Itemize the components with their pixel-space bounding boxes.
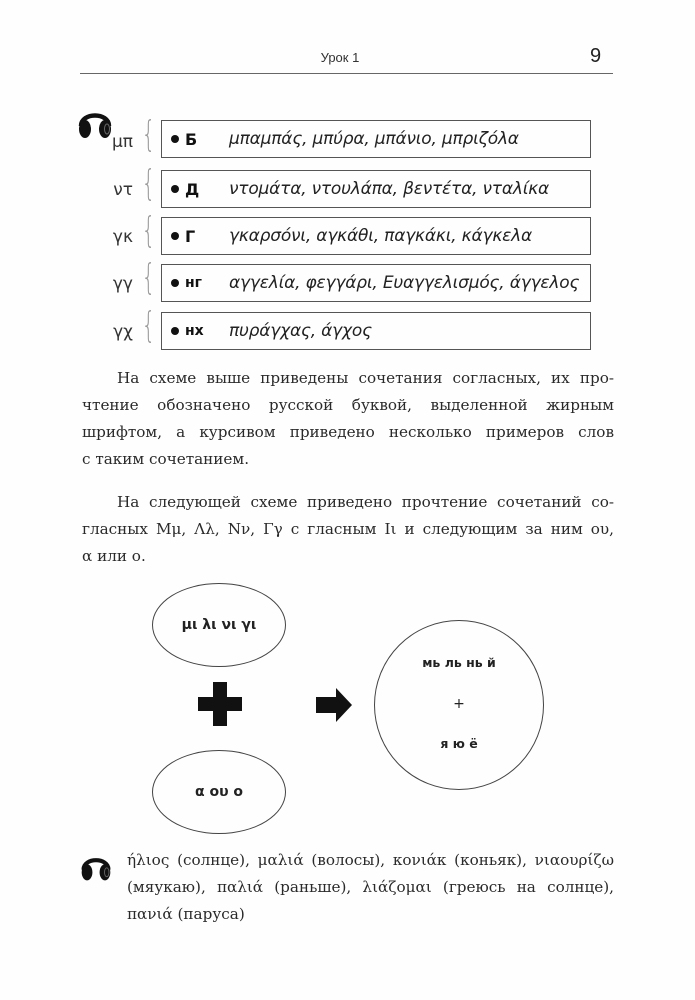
paragraph-line: πανιά (паруса) — [127, 905, 245, 923]
paragraph-line: шрифтом, а курсивом приведено несколько примеров слов — [82, 423, 614, 441]
paragraph-next-scheme — [82, 489, 614, 570]
digraph-label: γχ — [113, 322, 133, 342]
bullet-icon — [171, 232, 179, 240]
iotated-vowels-text: я ю ё — [440, 736, 478, 751]
plus-icon — [198, 682, 242, 731]
audio-examples-text — [127, 847, 614, 928]
brace-icon: { — [141, 210, 156, 251]
bullet-icon — [171, 135, 179, 143]
table-row — [161, 217, 591, 255]
table-row — [161, 120, 591, 158]
russian-letter: Б — [185, 129, 198, 149]
paragraph-line: гласных Μμ, Λλ, Νν, Γγ с гласным Ιι и следующим за ним ου, — [82, 520, 614, 538]
russian-letter: нг — [185, 275, 202, 291]
digraph-label: γκ — [112, 227, 133, 247]
arrow-right-icon — [316, 688, 352, 727]
circle-plus-text: + — [453, 696, 465, 712]
digraph-label: μπ — [111, 132, 133, 152]
chapter-title: Урок 1 — [320, 50, 360, 65]
paragraph-line: чтение обозначено русской буквой, выделенной жирным — [82, 396, 614, 414]
bullet-icon — [171, 327, 179, 335]
brace-icon: { — [141, 114, 156, 155]
table-row — [161, 312, 591, 350]
consonant-oval: μι λι νι γι — [152, 583, 286, 667]
paragraph-line: На следующей схеме приведено прочтение сочетаний со- — [117, 493, 614, 511]
table-row — [161, 170, 591, 208]
russian-letter: Д — [185, 179, 200, 199]
russian-letter: Г — [185, 226, 196, 246]
vowel-oval: α ου ο — [152, 750, 286, 834]
bullet-icon — [171, 185, 179, 193]
russian-letter: нх — [185, 323, 204, 339]
digraph-label: ντ — [113, 180, 133, 200]
brace-icon: { — [141, 163, 156, 204]
examples-text: πυράγχας, άγχος — [229, 321, 372, 341]
table-row — [161, 264, 591, 302]
brace-icon: { — [141, 305, 156, 346]
examples-text: γκαρσόνι, αγκάθι, παγκάκι, κάγκελα — [229, 226, 533, 246]
header-divider — [80, 73, 613, 74]
examples-text: αγγελία, φεγγάρι, Ευαγγελισμός, άγγελος — [229, 273, 580, 293]
bullet-icon — [171, 279, 179, 287]
paragraph-explanation — [82, 365, 614, 473]
paragraph-line: ήλιος (солнце), μαλιά (волосы), κονιάκ (коньяк), νιαουρίζω — [127, 851, 614, 869]
paragraph-line: α или ο. — [82, 547, 146, 565]
paragraph-line: с таким сочетанием. — [82, 450, 250, 468]
result-circle — [374, 620, 544, 790]
examples-text: μπαμπάς, μπύρα, μπάνιο, μπριζόλα — [229, 129, 519, 149]
soft-consonants-text: мь ль нь й — [422, 655, 496, 670]
digraph-label: γγ — [112, 274, 133, 294]
paragraph-line: На схеме выше приведены сочетания согласных, их про- — [117, 369, 614, 387]
brace-icon: { — [141, 257, 156, 298]
headphones-icon[interactable] — [79, 849, 113, 888]
paragraph-line: (мяукаю), παλιά (раньше), λιάζομαι (греюсь на солнце), — [127, 878, 614, 896]
page-number: 9 — [590, 45, 602, 67]
examples-text: ντομάτα, ντουλάπα, βεντέτα, νταλίκα — [229, 179, 550, 199]
